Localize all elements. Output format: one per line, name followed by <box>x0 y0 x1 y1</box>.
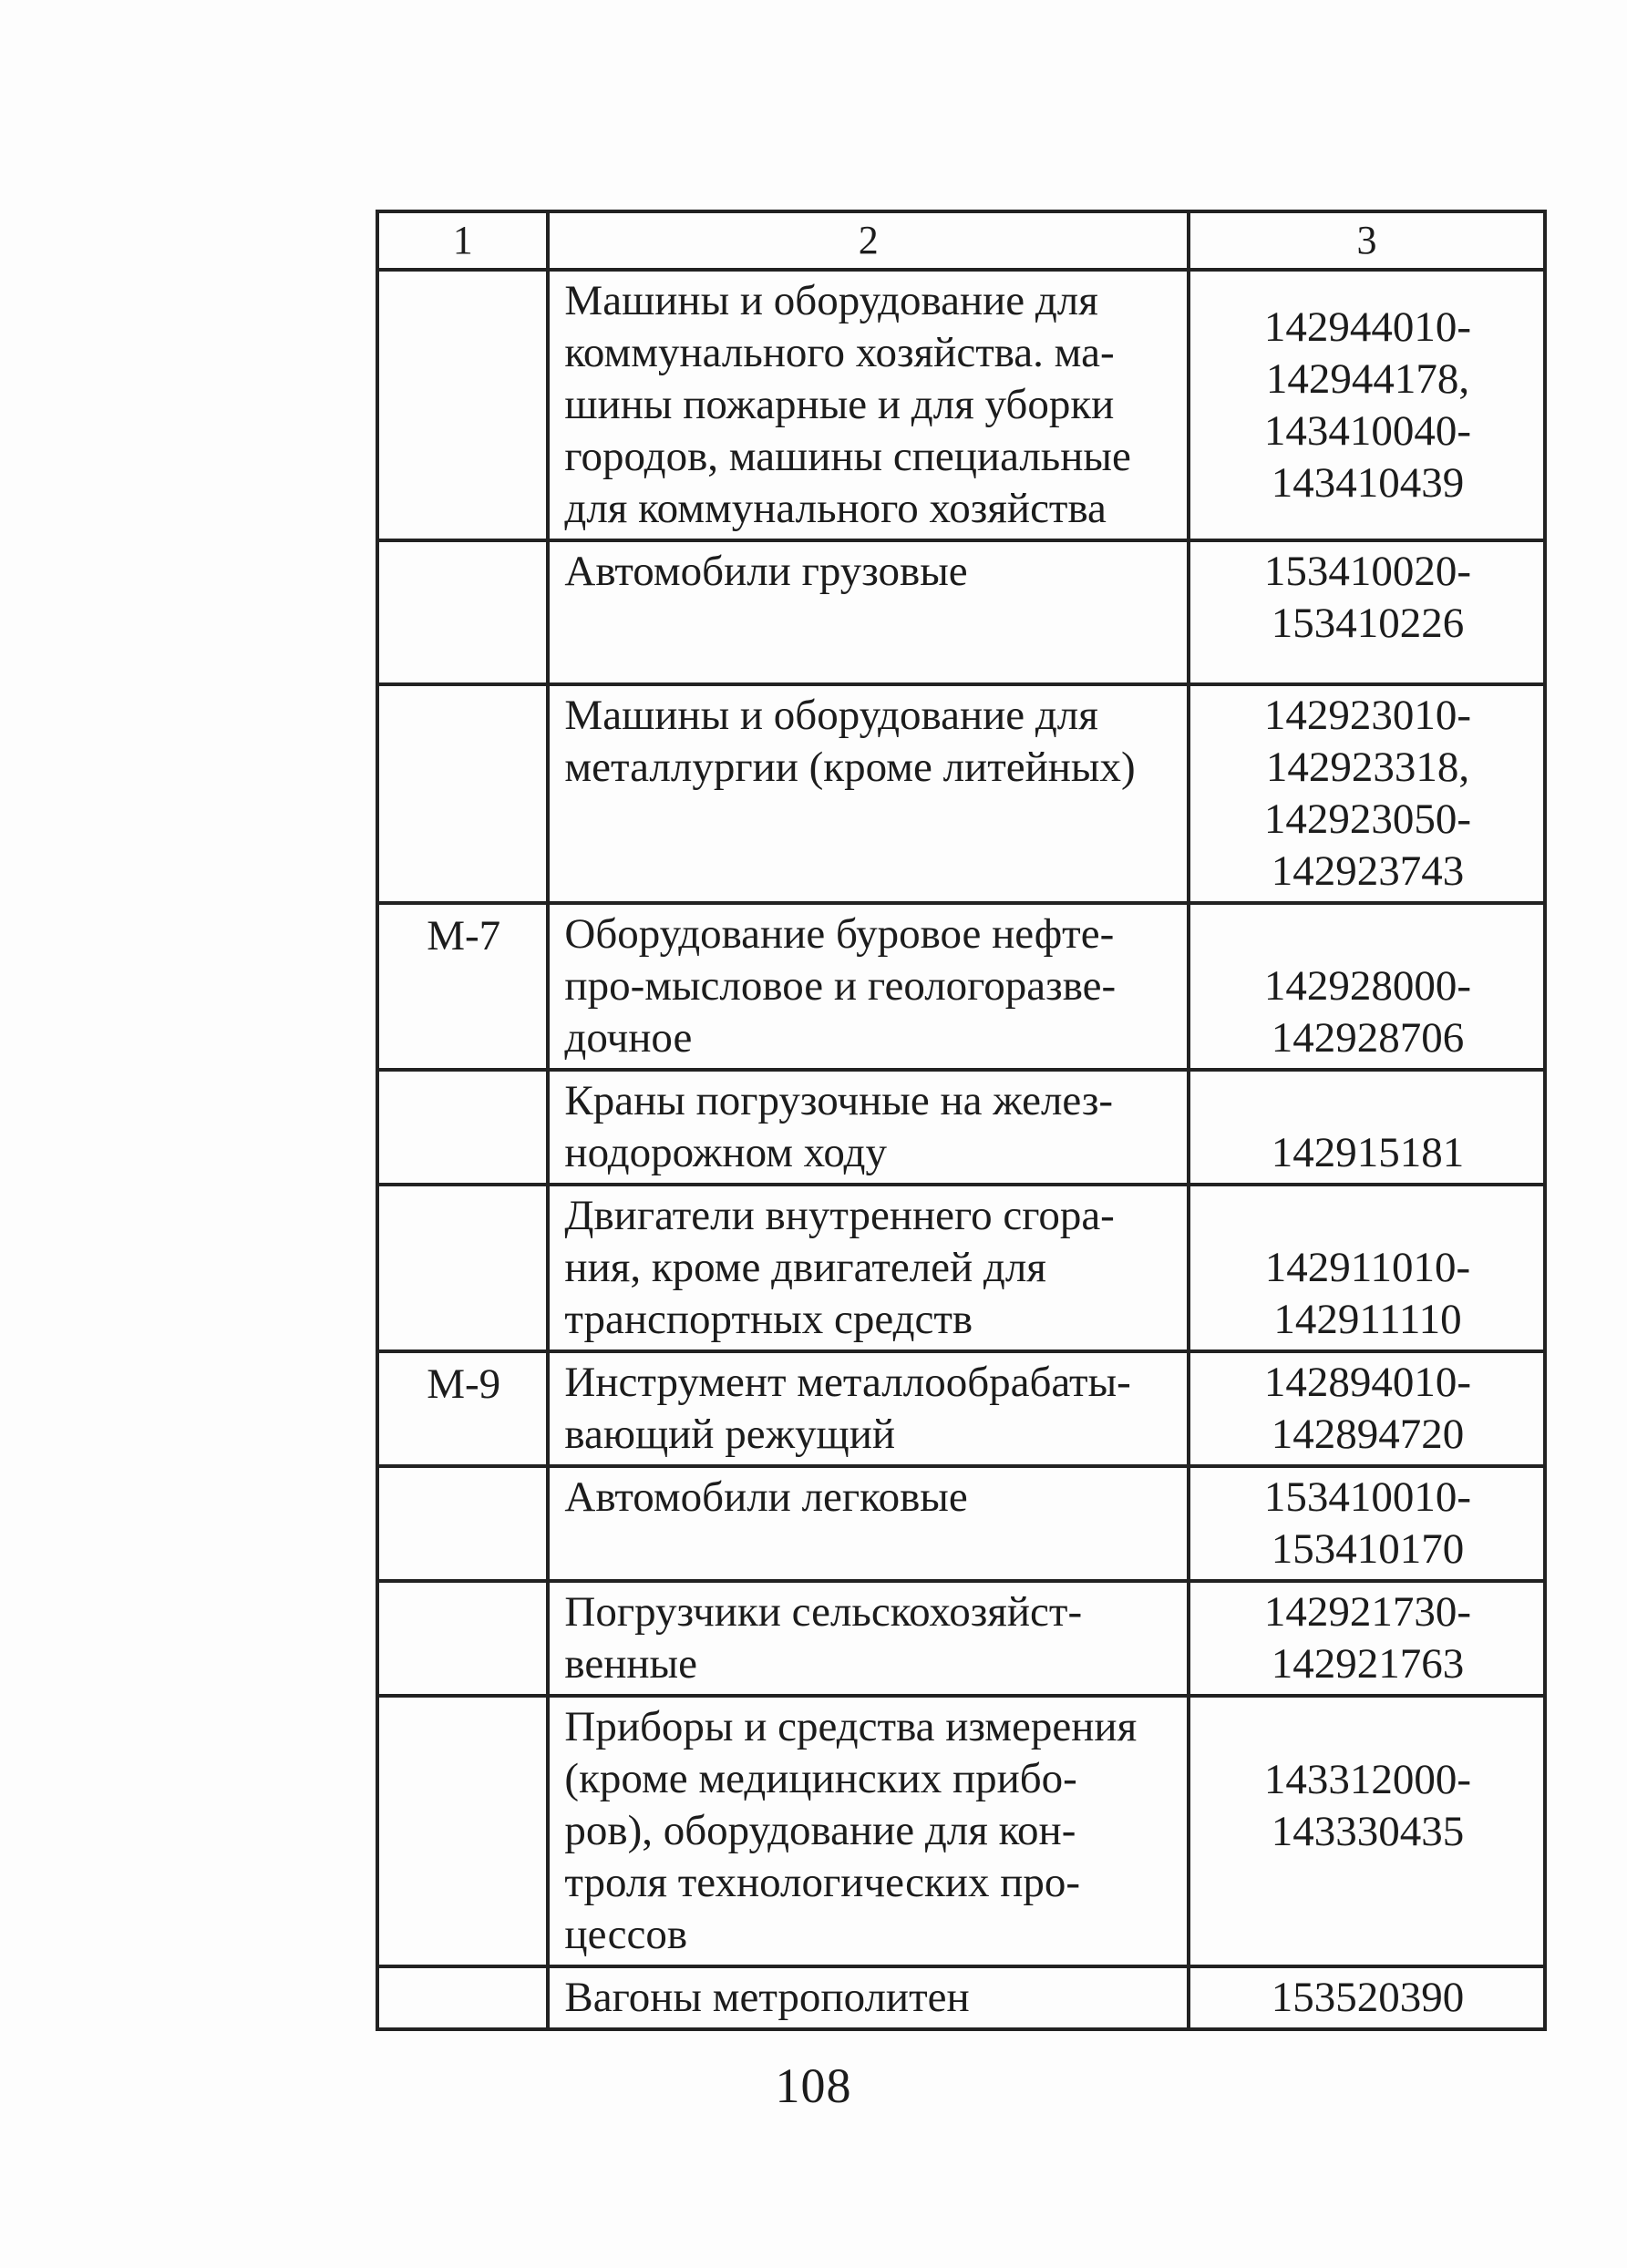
name-cell <box>548 1185 1189 1351</box>
name-cell <box>548 1696 1189 1966</box>
group-code <box>379 1698 546 1707</box>
codes-cell <box>1189 270 1545 540</box>
table-row <box>377 1070 1545 1185</box>
group-code <box>379 1468 546 1477</box>
name-cell <box>548 1351 1189 1466</box>
group-cell <box>377 903 548 1070</box>
codes-cell <box>1189 1185 1545 1351</box>
item-name: Краны погрузочные на желез- нодорожном ходу <box>564 1077 1114 1176</box>
group-cell <box>377 1351 548 1466</box>
codes-cell <box>1189 1966 1545 2029</box>
item-name: Автомобили грузовые <box>564 548 968 595</box>
codes-cell <box>1189 1696 1545 1966</box>
table-row <box>377 903 1545 1070</box>
header-col-2: 2 <box>548 211 1189 270</box>
group-cell <box>377 1070 548 1185</box>
name-cell <box>548 684 1189 903</box>
name-cell <box>548 1966 1189 2029</box>
group-code <box>379 686 546 695</box>
name-cell <box>548 270 1189 540</box>
group-code <box>379 272 546 281</box>
name-cell <box>548 540 1189 684</box>
group-cell <box>377 1466 548 1581</box>
item-name: Двигатели внутреннего сгора- ния, кроме двигателей для транспортных средств <box>564 1192 1115 1343</box>
name-cell <box>548 1466 1189 1581</box>
item-codes: 153410020- 153410226 <box>1263 548 1472 647</box>
item-codes: 153520390 <box>1271 1974 1465 2021</box>
group-code: М-9 <box>427 1360 501 1408</box>
group-code: М-7 <box>427 912 501 960</box>
item-codes: 142923010- 142923318, 142923050- 142923743 <box>1263 692 1472 895</box>
codes-cell <box>1189 1070 1545 1185</box>
table-row <box>377 1466 1545 1581</box>
header-col-3: 3 <box>1189 211 1545 270</box>
group-cell <box>377 1185 548 1351</box>
item-codes: 153410010- 153410170 <box>1263 1473 1472 1573</box>
table-row <box>377 540 1545 684</box>
item-name: Вагоны метрополитен <box>564 1974 970 2021</box>
group-code <box>379 1186 546 1196</box>
item-name: Машины и оборудование для металлургии (кроме литейных) <box>564 692 1136 791</box>
table-row <box>377 1966 1545 2029</box>
item-codes: 142944010- 142944178, 143410040- 143410439 <box>1263 303 1472 507</box>
item-name: Приборы и средства измерения (кроме медицинских прибо- ров), оборудование для кон- троля технологических про- цессов <box>564 1703 1138 1958</box>
table-row <box>377 1351 1545 1466</box>
group-cell <box>377 1581 548 1696</box>
name-cell <box>548 903 1189 1070</box>
item-codes: 142911010- 142911110 <box>1264 1244 1471 1343</box>
table-row <box>377 684 1545 903</box>
group-code <box>379 1968 546 1977</box>
item-codes: 142894010- 142894720 <box>1263 1359 1472 1458</box>
group-code <box>379 1583 546 1592</box>
table-header-row <box>377 211 1545 270</box>
page-number: 108 <box>775 2058 852 2113</box>
group-cell <box>377 684 548 903</box>
item-name: Автомобили легковые <box>564 1473 968 1521</box>
table-row <box>377 1581 1545 1696</box>
group-code <box>379 542 546 551</box>
item-name: Машины и оборудование для коммунального хозяйства. ма- шины пожарные и для уборки городов, машины специальные для коммунального хозяйства <box>564 277 1131 532</box>
classification-table <box>376 210 1547 2031</box>
item-name: Инструмент металлообрабаты- вающий режущий <box>564 1359 1131 1458</box>
group-cell <box>377 540 548 684</box>
group-cell <box>377 1966 548 2029</box>
codes-cell <box>1189 1351 1545 1466</box>
codes-cell <box>1189 684 1545 903</box>
name-cell <box>548 1070 1189 1185</box>
group-cell <box>377 1696 548 1966</box>
item-codes: 142928000- 142928706 <box>1263 962 1472 1062</box>
table-row <box>377 270 1545 540</box>
codes-cell <box>1189 540 1545 684</box>
table-row <box>377 1185 1545 1351</box>
item-codes: 143312000- 143330435 <box>1263 1756 1472 1855</box>
item-name: Погрузчики сельскохозяйст- венные <box>564 1588 1083 1688</box>
item-name: Оборудование буровое нефте- про-мысловое и геологоразве- дочное <box>564 910 1117 1062</box>
table-row <box>377 1696 1545 1966</box>
item-codes: 142915181 <box>1271 1129 1465 1176</box>
codes-cell <box>1189 1581 1545 1696</box>
codes-cell <box>1189 903 1545 1070</box>
item-codes: 142921730- 142921763 <box>1263 1588 1472 1688</box>
name-cell <box>548 1581 1189 1696</box>
header-col-1: 1 <box>377 211 548 270</box>
group-cell <box>377 270 548 540</box>
codes-cell <box>1189 1466 1545 1581</box>
group-code <box>379 1072 546 1081</box>
